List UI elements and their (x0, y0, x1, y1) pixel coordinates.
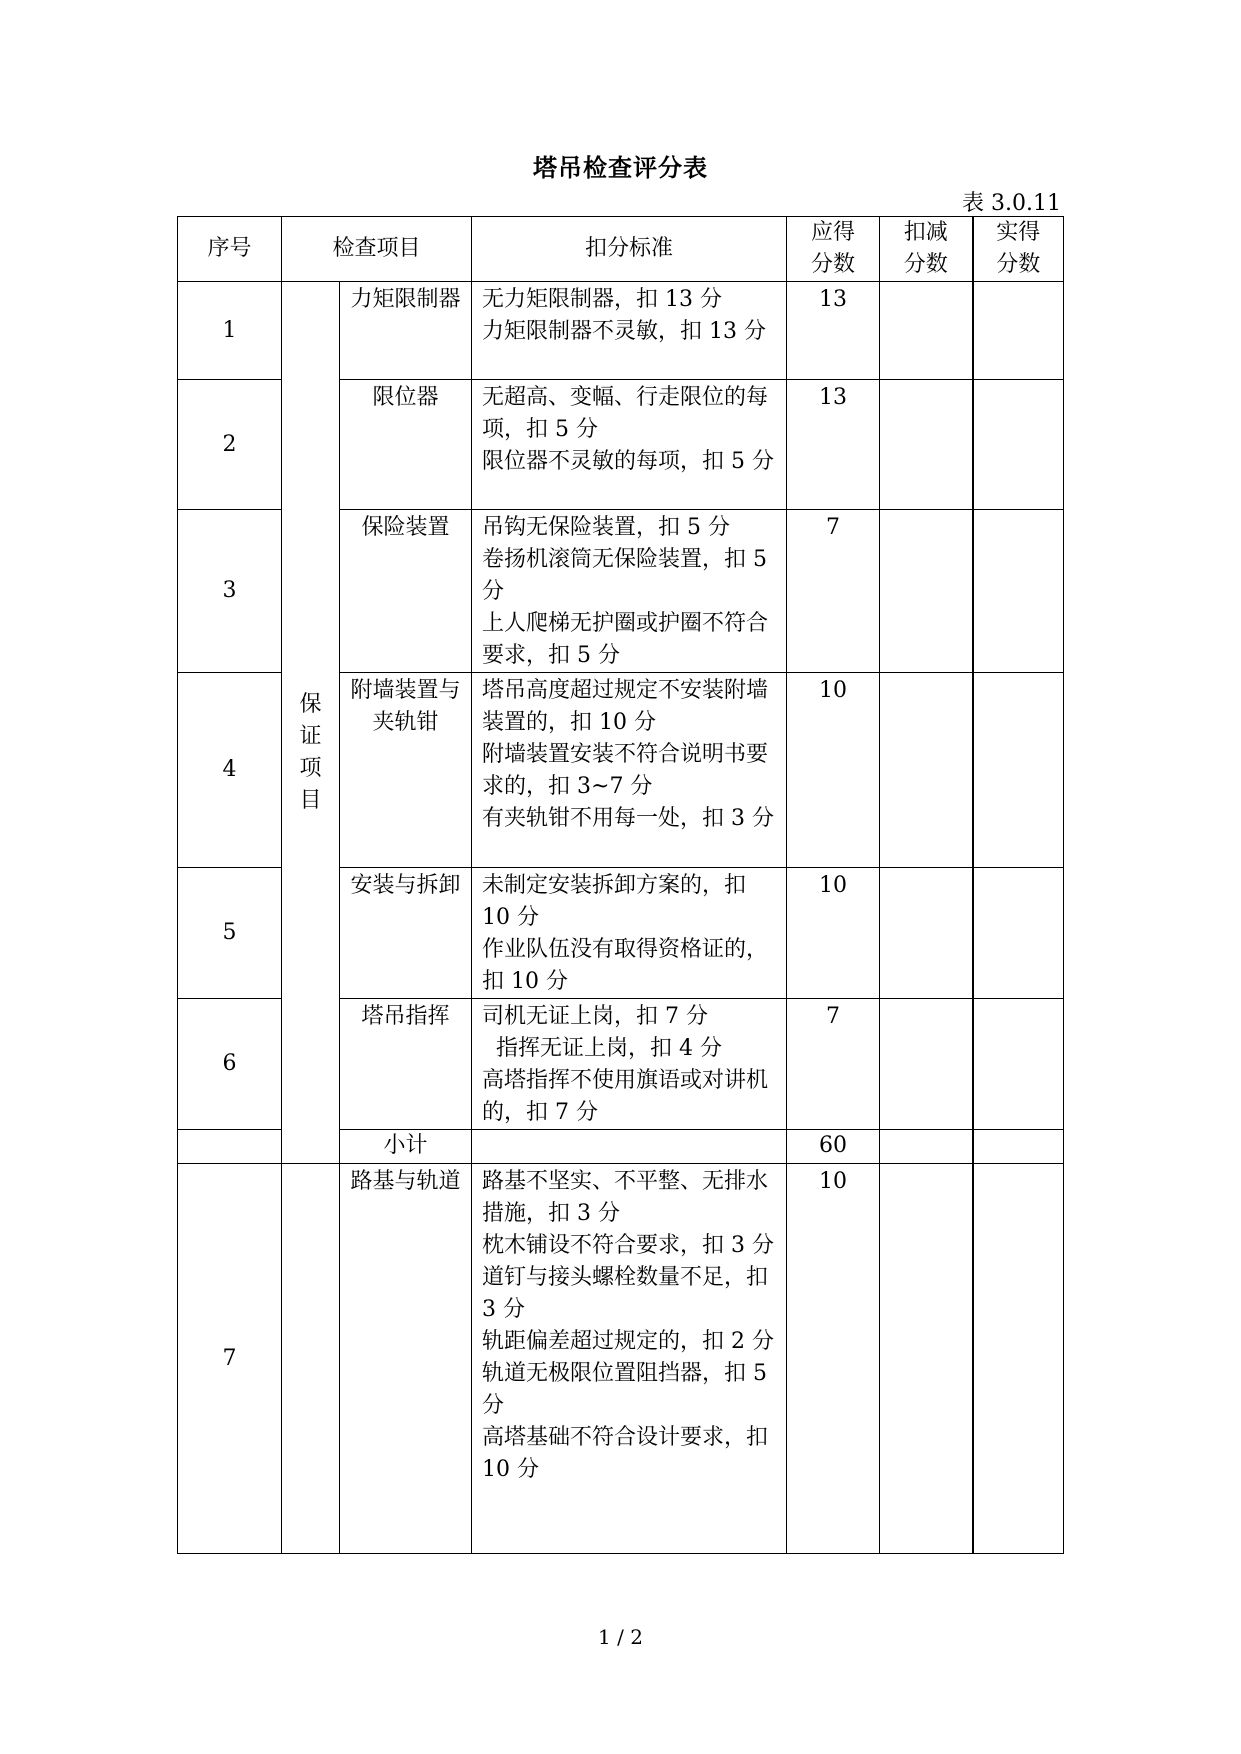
row-criteria (472, 999, 787, 1130)
criteria-line: 卷扬机滚筒无保险装置，扣 5 分 (482, 547, 768, 604)
criteria-line: 路基不坚实、不平整、无排水措施，扣 3 分 (482, 1169, 769, 1226)
page-title: 塔吊检查评分表 (533, 154, 708, 182)
row-actual-score[interactable] (973, 999, 1064, 1130)
row-seq: 3 (178, 510, 282, 673)
row-full-score: 7 (787, 510, 880, 673)
row-item: 限位器 (340, 380, 472, 510)
header-deduct-score-line2: 分数 (903, 252, 948, 277)
score-table (177, 216, 1064, 1554)
criteria-line: 道钉与接头螺栓数量不足，扣 3 分 (482, 1265, 769, 1322)
header-full-score-line2: 分数 (811, 252, 856, 277)
criteria-line: 无力矩限制器，扣 13 分 (482, 287, 722, 312)
row-criteria (472, 282, 787, 380)
header-seq: 序号 (178, 217, 282, 282)
criteria-line: 轨距偏差超过规定的，扣 2 分 (482, 1329, 774, 1354)
category-char: 保 (299, 691, 322, 717)
criteria-line: 指挥无证上岗，扣 4 分 (482, 1036, 722, 1061)
row-criteria (472, 510, 787, 673)
row-actual-score[interactable] (973, 673, 1064, 868)
criteria-line: 上人爬梯无护圈或护圈不符合要求，扣 5 分 (482, 611, 769, 668)
row-full-score: 10 (787, 673, 880, 868)
row-deduct-score[interactable] (880, 510, 973, 673)
row-actual-score[interactable] (973, 282, 1064, 380)
row-deduct-score[interactable] (880, 999, 973, 1130)
header-deduct-score (880, 217, 973, 282)
header-actual-score-line2: 分数 (996, 252, 1041, 277)
criteria-line: 力矩限制器不灵敏，扣 13 分 (482, 319, 766, 344)
row-seq: 6 (178, 999, 282, 1130)
criteria-line: 司机无证上岗，扣 7 分 (482, 1004, 708, 1029)
row-seq: 7 (178, 1164, 282, 1554)
row-full-score: 10 (787, 868, 880, 999)
header-deduct-score-line1: 扣减 (903, 220, 948, 245)
table-number: 表 3.0.11 (962, 191, 1061, 216)
header-row (178, 217, 1064, 282)
row-deduct-score[interactable] (880, 282, 973, 380)
row-seq: 2 (178, 380, 282, 510)
row-deduct-score[interactable] (880, 380, 973, 510)
criteria-line: 高塔指挥不使用旗语或对讲机的，扣 7 分 (482, 1068, 769, 1125)
row-criteria (472, 673, 787, 868)
criteria-line: 附墙装置安装不符合说明书要求的，扣 3~7 分 (482, 742, 769, 799)
row-seq: 5 (178, 868, 282, 999)
row-criteria (472, 380, 787, 510)
header-actual-score-line1: 实得 (996, 220, 1041, 245)
category-char: 项 (299, 755, 322, 781)
subtotal-full-score: 60 (787, 1130, 880, 1164)
page-number: 1 / 2 (598, 1625, 643, 1649)
row-deduct-score[interactable] (880, 1164, 973, 1554)
category-char: 证 (299, 723, 322, 749)
row-item: 路基与轨道 (340, 1164, 472, 1554)
row-actual-score[interactable] (973, 868, 1064, 999)
row-full-score: 13 (787, 380, 880, 510)
criteria-line: 轨道无极限位置阻挡器，扣 5 分 (482, 1361, 768, 1418)
row-full-score: 7 (787, 999, 880, 1130)
header-criteria: 扣分标准 (472, 217, 787, 282)
row-item: 塔吊指挥 (340, 999, 472, 1130)
row-item: 力矩限制器 (340, 282, 472, 380)
criteria-line: 限位器不灵敏的每项，扣 5 分 (482, 449, 774, 474)
subtotal-criteria (472, 1130, 787, 1164)
row-criteria (472, 1164, 787, 1554)
category-guarantee-items (282, 282, 340, 1164)
row-deduct-score[interactable] (880, 673, 973, 868)
row-criteria (472, 868, 787, 999)
subtotal-actual-score[interactable] (973, 1130, 1064, 1164)
row-item: 附墙装置与夹轨钳 (340, 673, 472, 868)
header-full-score-line1: 应得 (811, 220, 856, 245)
row-item: 保险装置 (340, 510, 472, 673)
row-actual-score[interactable] (973, 380, 1064, 510)
criteria-line: 高塔基础不符合设计要求，扣 10 分 (482, 1425, 769, 1482)
criteria-line: 枕木铺设不符合要求，扣 3 分 (482, 1233, 774, 1258)
header-full-score (787, 217, 880, 282)
row7-category (282, 1164, 340, 1554)
row-full-score: 10 (787, 1164, 880, 1554)
row-deduct-score[interactable] (880, 868, 973, 999)
category-char: 目 (299, 787, 322, 813)
row-full-score: 13 (787, 282, 880, 380)
row-seq: 4 (178, 673, 282, 868)
subtotal-deduct-score[interactable] (880, 1130, 973, 1164)
header-item: 检查项目 (282, 217, 472, 282)
table-row (178, 282, 1064, 380)
criteria-line: 无超高、变幅、行走限位的每项，扣 5 分 (482, 385, 769, 442)
row-actual-score[interactable] (973, 510, 1064, 673)
criteria-line: 作业队伍没有取得资格证的，扣 10 分 (482, 937, 769, 994)
subtotal-label: 小计 (340, 1130, 472, 1164)
row-item: 安装与拆卸 (340, 868, 472, 999)
criteria-line: 有夹轨钳不用每一处，扣 3 分 (482, 806, 774, 831)
criteria-line: 塔吊高度超过规定不安装附墙装置的，扣 10 分 (482, 678, 769, 735)
subtotal-seq (178, 1130, 282, 1164)
table-row (178, 1164, 1064, 1554)
criteria-line: 吊钩无保险装置，扣 5 分 (482, 515, 730, 540)
criteria-line: 未制定安装拆卸方案的，扣 10 分 (482, 873, 747, 930)
header-actual-score (973, 217, 1064, 282)
row-actual-score[interactable] (973, 1164, 1064, 1554)
row-seq: 1 (178, 282, 282, 380)
